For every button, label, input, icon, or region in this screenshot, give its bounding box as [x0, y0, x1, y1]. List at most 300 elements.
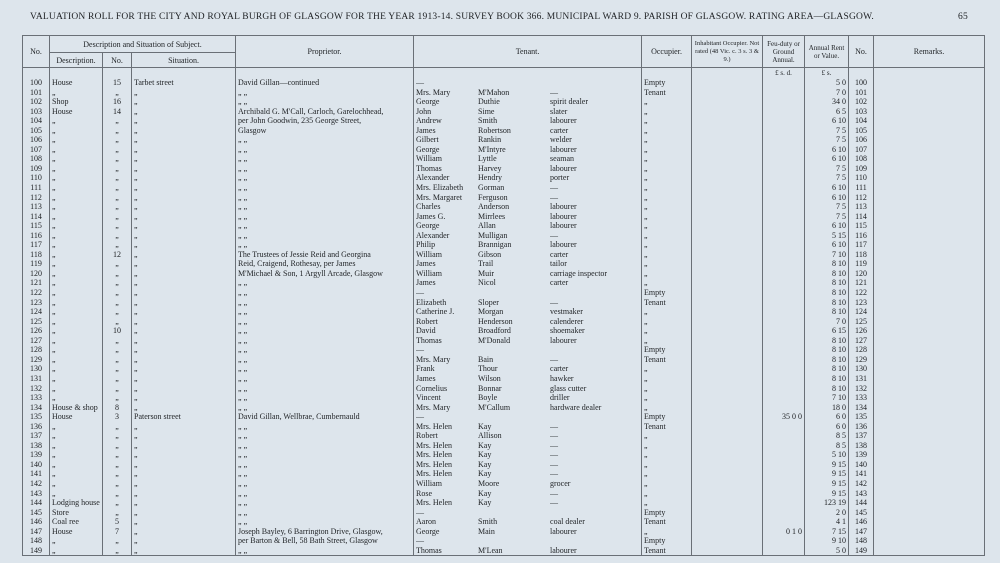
- row-number-right: 149: [849, 546, 874, 556]
- row-street-number: „: [103, 221, 132, 231]
- row-street-number: „: [103, 364, 132, 374]
- row-feu-duty: [763, 364, 805, 374]
- row-situation: „: [132, 536, 236, 546]
- row-situation: „: [132, 489, 236, 499]
- tenant-forename: Alexander: [416, 230, 450, 240]
- row-number-right: 120: [849, 269, 874, 279]
- row-inhabitant: [692, 384, 763, 394]
- row-inhabitant: [692, 97, 763, 107]
- row-situation: „: [132, 116, 236, 126]
- row-situation: „: [132, 498, 236, 508]
- row-number: 137: [23, 431, 50, 441]
- row-street-number: „: [103, 231, 132, 241]
- row-situation: „: [132, 193, 236, 203]
- row-description: „: [50, 193, 103, 203]
- row-proprietor: „ „: [236, 145, 414, 155]
- row-annual-rent: 18 0: [805, 403, 849, 413]
- tenant-surname: Muir: [478, 268, 495, 278]
- tenant-trade: —: [550, 498, 559, 508]
- row-number-right: 110: [849, 173, 874, 183]
- table-row: [23, 469, 985, 479]
- tenant-forename: William: [416, 478, 442, 488]
- row-feu-duty: [763, 450, 805, 460]
- row-tenant: [414, 221, 642, 231]
- row-feu-duty: [763, 479, 805, 489]
- row-occupier: „: [642, 460, 692, 470]
- row-feu-duty: [763, 250, 805, 260]
- table-row: [23, 193, 985, 203]
- tenant-trade: slater: [550, 106, 568, 116]
- table-row: [23, 250, 985, 260]
- row-number-right: 113: [849, 202, 874, 212]
- tenant-surname: Brannigan: [478, 240, 512, 250]
- row-description: „: [50, 173, 103, 183]
- row-remarks: [874, 269, 985, 279]
- row-number-right: 146: [849, 517, 874, 527]
- row-feu-duty: [763, 508, 805, 518]
- row-occupier: „: [642, 221, 692, 231]
- col-feu-duty: Feu-duty or Ground Annual.: [763, 36, 805, 68]
- row-number: 135: [23, 412, 50, 422]
- row-description: „: [50, 374, 103, 384]
- row-inhabitant: [692, 173, 763, 183]
- row-description: „: [50, 116, 103, 126]
- row-feu-duty: 35 0 0: [763, 412, 805, 422]
- row-inhabitant: [692, 345, 763, 355]
- row-remarks: [874, 202, 985, 212]
- tenant-trade: carter: [550, 249, 569, 259]
- row-feu-duty: [763, 269, 805, 279]
- row-remarks: [874, 450, 985, 460]
- row-number: 101: [23, 88, 50, 98]
- row-proprietor: „ „: [236, 298, 414, 308]
- row-tenant: [414, 164, 642, 174]
- row-feu-duty: [763, 355, 805, 365]
- row-situation: „: [132, 135, 236, 145]
- row-number-right: 111: [849, 183, 874, 193]
- row-street-number: 12: [103, 250, 132, 260]
- row-tenant: [414, 202, 642, 212]
- tenant-surname: Gibson: [478, 249, 502, 259]
- table-row: [23, 212, 985, 222]
- row-street-number: „: [103, 384, 132, 394]
- row-situation: „: [132, 288, 236, 298]
- row-annual-rent: 7 10: [805, 250, 849, 260]
- row-street-number: 15: [103, 78, 132, 88]
- row-proprietor: „ „: [236, 240, 414, 250]
- row-inhabitant: [692, 231, 763, 241]
- row-description: House: [50, 527, 103, 537]
- table-row: [23, 164, 985, 174]
- row-street-number: „: [103, 135, 132, 145]
- row-street-number: „: [103, 145, 132, 155]
- row-feu-duty: [763, 183, 805, 193]
- row-annual-rent: 5 10: [805, 450, 849, 460]
- row-street-number: „: [103, 202, 132, 212]
- table-row: [23, 173, 985, 183]
- row-description: „: [50, 422, 103, 432]
- row-feu-duty: [763, 536, 805, 546]
- row-feu-duty: [763, 126, 805, 136]
- row-occupier: „: [642, 107, 692, 117]
- row-proprietor: „ „: [236, 326, 414, 336]
- row-number-right: 108: [849, 154, 874, 164]
- row-annual-rent: 8 10: [805, 364, 849, 374]
- table-row: [23, 288, 985, 298]
- row-street-number: „: [103, 422, 132, 432]
- row-street-number: „: [103, 345, 132, 355]
- row-number: 128: [23, 345, 50, 355]
- row-remarks: [874, 154, 985, 164]
- row-situation: „: [132, 422, 236, 432]
- row-remarks: [874, 384, 985, 394]
- row-annual-rent: 9 15: [805, 489, 849, 499]
- row-feu-duty: [763, 154, 805, 164]
- table-row: [23, 154, 985, 164]
- tenant-surname: Ferguson: [478, 192, 508, 202]
- row-remarks: [874, 116, 985, 126]
- row-occupier: Empty: [642, 345, 692, 355]
- row-street-number: „: [103, 393, 132, 403]
- row-remarks: [874, 88, 985, 98]
- row-situation: „: [132, 326, 236, 336]
- tenant-forename: George: [416, 144, 440, 154]
- row-situation: „: [132, 88, 236, 98]
- tenant-forename: Rose: [416, 488, 433, 498]
- row-description: Lodging house: [50, 498, 103, 508]
- tenant-trade: —: [550, 440, 559, 450]
- row-occupier: „: [642, 393, 692, 403]
- row-occupier: „: [642, 231, 692, 241]
- table-row: [23, 364, 985, 374]
- row-occupier: Tenant: [642, 298, 692, 308]
- row-inhabitant: [692, 288, 763, 298]
- row-description: „: [50, 355, 103, 365]
- row-number-right: 130: [849, 364, 874, 374]
- row-description: „: [50, 441, 103, 451]
- row-number: 147: [23, 527, 50, 537]
- row-remarks: [874, 307, 985, 317]
- row-occupier: „: [642, 164, 692, 174]
- row-number: 131: [23, 374, 50, 384]
- row-feu-duty: [763, 78, 805, 88]
- row-description: „: [50, 164, 103, 174]
- row-description: „: [50, 126, 103, 136]
- col-situation: Situation.: [132, 53, 236, 68]
- row-remarks: [874, 460, 985, 470]
- row-inhabitant: [692, 336, 763, 346]
- tenant-forename: William: [416, 268, 442, 278]
- tenant-surname: Kay: [478, 488, 492, 498]
- tenant-surname: Kay: [478, 469, 492, 479]
- tenant-forename: —: [416, 78, 425, 87]
- tenant-trade: hardware dealer: [550, 402, 602, 412]
- row-street-number: 5: [103, 517, 132, 527]
- row-number: 105: [23, 126, 50, 136]
- row-inhabitant: [692, 498, 763, 508]
- row-annual-rent: 4 1: [805, 517, 849, 527]
- row-occupier: „: [642, 116, 692, 126]
- tenant-trade: labourer: [550, 526, 577, 536]
- row-remarks: [874, 164, 985, 174]
- tenant-surname: Lyttle: [478, 154, 497, 164]
- tenant-forename: Thomas: [416, 545, 442, 555]
- row-description: „: [50, 307, 103, 317]
- row-description: „: [50, 546, 103, 556]
- row-inhabitant: [692, 441, 763, 451]
- row-inhabitant: [692, 374, 763, 384]
- row-occupier: „: [642, 193, 692, 203]
- tenant-forename: James: [416, 373, 436, 383]
- row-number-right: 102: [849, 97, 874, 107]
- row-proprietor: „ „: [236, 498, 414, 508]
- table-row: [23, 441, 985, 451]
- row-street-number: „: [103, 374, 132, 384]
- row-number-right: 142: [849, 479, 874, 489]
- row-situation: „: [132, 317, 236, 327]
- row-annual-rent: 7 0: [805, 317, 849, 327]
- row-inhabitant: [692, 221, 763, 231]
- row-situation: „: [132, 183, 236, 193]
- row-situation: „: [132, 269, 236, 279]
- tenant-forename: —: [416, 288, 425, 298]
- row-tenant: [414, 183, 642, 193]
- row-remarks: [874, 498, 985, 508]
- row-proprietor: „ „: [236, 307, 414, 317]
- row-number: 146: [23, 517, 50, 527]
- row-remarks: [874, 326, 985, 336]
- row-feu-duty: [763, 164, 805, 174]
- tenant-surname: Rankin: [478, 135, 502, 145]
- tenant-trade: labourer: [550, 240, 577, 250]
- row-situation: „: [132, 336, 236, 346]
- col-description-group: Description and Situation of Subject.: [50, 36, 236, 53]
- row-proprietor: „ „: [236, 384, 414, 394]
- row-number: 122: [23, 288, 50, 298]
- row-tenant: [414, 116, 642, 126]
- row-description: Shop: [50, 97, 103, 107]
- tenant-forename: John: [416, 106, 432, 116]
- tenant-forename: George: [416, 526, 440, 536]
- row-number: 126: [23, 326, 50, 336]
- row-street-number: „: [103, 498, 132, 508]
- row-number: 149: [23, 546, 50, 556]
- row-number: 130: [23, 364, 50, 374]
- row-proprietor: „ „: [236, 193, 414, 203]
- row-number-right: 107: [849, 145, 874, 155]
- row-remarks: [874, 78, 985, 88]
- row-remarks: [874, 221, 985, 231]
- row-proprietor: Archibald G. M'Call, Carloch, Garelochhead,: [236, 107, 414, 117]
- table-row: [23, 259, 985, 269]
- tenant-trade: spirit dealer: [550, 97, 588, 107]
- row-remarks: [874, 431, 985, 441]
- row-proprietor: „ „: [236, 508, 414, 518]
- row-annual-rent: 8 10: [805, 384, 849, 394]
- row-inhabitant: [692, 183, 763, 193]
- row-feu-duty: [763, 460, 805, 470]
- row-occupier: „: [642, 450, 692, 460]
- row-number: 115: [23, 221, 50, 231]
- row-tenant: [414, 527, 642, 537]
- tenant-trade: glass cutter: [550, 383, 587, 393]
- row-remarks: [874, 278, 985, 288]
- tenant-forename: Robert: [416, 431, 438, 441]
- row-remarks: [874, 403, 985, 413]
- row-inhabitant: [692, 164, 763, 174]
- tenant-surname: Trail: [478, 259, 494, 269]
- row-description: „: [50, 88, 103, 98]
- tenant-forename: Mrs. Helen: [416, 498, 453, 508]
- table-row: [23, 546, 985, 556]
- tenant-forename: Alexander: [416, 173, 450, 183]
- col-annual-rent: Annual Rent or Value.: [805, 36, 849, 68]
- tenant-trade: coal dealer: [550, 517, 585, 527]
- row-street-number: „: [103, 240, 132, 250]
- row-proprietor: „ „: [236, 173, 414, 183]
- row-inhabitant: [692, 546, 763, 556]
- row-proprietor: Reid, Craigend, Rothesay, per James: [236, 259, 414, 269]
- col-description: Description.: [50, 53, 103, 68]
- tenant-trade: seaman: [550, 154, 575, 164]
- row-number: 121: [23, 278, 50, 288]
- row-situation: „: [132, 450, 236, 460]
- row-proprietor: „ „: [236, 489, 414, 499]
- row-number: 140: [23, 460, 50, 470]
- col-no-right: No.: [849, 36, 874, 68]
- row-inhabitant: [692, 460, 763, 470]
- row-number: 100: [23, 78, 50, 88]
- tenant-forename: David: [416, 326, 436, 336]
- table-row: [23, 126, 985, 136]
- table-row: [23, 240, 985, 250]
- row-number-right: 119: [849, 259, 874, 269]
- row-tenant: [414, 317, 642, 327]
- tenant-surname: Robertson: [478, 125, 511, 135]
- table-row: [23, 479, 985, 489]
- row-feu-duty: [763, 431, 805, 441]
- tenant-trade: [550, 288, 636, 298]
- row-occupier: „: [642, 278, 692, 288]
- row-proprietor: „ „: [236, 469, 414, 479]
- tenant-forename: Thomas: [416, 335, 442, 345]
- row-situation: „: [132, 202, 236, 212]
- row-number-right: 101: [849, 88, 874, 98]
- row-number: 134: [23, 403, 50, 413]
- row-annual-rent: 7 5: [805, 135, 849, 145]
- table-row: [23, 116, 985, 126]
- tenant-trade: [550, 78, 636, 88]
- row-street-number: „: [103, 317, 132, 327]
- row-description: „: [50, 183, 103, 193]
- tenant-forename: Mrs. Mary: [416, 402, 451, 412]
- row-remarks: [874, 422, 985, 432]
- row-number-right: 148: [849, 536, 874, 546]
- row-number: 148: [23, 536, 50, 546]
- row-remarks: [874, 250, 985, 260]
- row-remarks: [874, 145, 985, 155]
- row-proprietor: „ „: [236, 431, 414, 441]
- row-remarks: [874, 317, 985, 327]
- row-annual-rent: 7 15: [805, 527, 849, 537]
- tenant-surname: Sloper: [478, 297, 499, 307]
- row-proprietor: „ „: [236, 212, 414, 222]
- tenant-forename: Catherine J.: [416, 307, 455, 317]
- row-tenant: [414, 145, 642, 155]
- row-inhabitant: [692, 154, 763, 164]
- row-feu-duty: [763, 145, 805, 155]
- row-tenant: [414, 355, 642, 365]
- tenant-forename: Charles: [416, 202, 441, 212]
- row-situation: „: [132, 298, 236, 308]
- row-occupier: „: [642, 126, 692, 136]
- row-remarks: [874, 126, 985, 136]
- row-number-right: 140: [849, 460, 874, 470]
- row-number: 113: [23, 202, 50, 212]
- row-street-number: „: [103, 88, 132, 98]
- tenant-forename: William: [416, 154, 442, 164]
- row-description: „: [50, 269, 103, 279]
- tenant-trade: carriage inspector: [550, 268, 608, 278]
- row-street-number: „: [103, 259, 132, 269]
- row-feu-duty: [763, 116, 805, 126]
- tenant-trade: porter: [550, 173, 570, 183]
- row-number: 145: [23, 508, 50, 518]
- row-remarks: [874, 489, 985, 499]
- row-proprietor: M'Michael & Son, 1 Argyll Arcade, Glasgow: [236, 269, 414, 279]
- row-proprietor: „ „: [236, 231, 414, 241]
- row-number-right: 103: [849, 107, 874, 117]
- table-row: [23, 107, 985, 117]
- row-remarks: [874, 546, 985, 556]
- row-description: „: [50, 393, 103, 403]
- tenant-surname: [478, 536, 550, 546]
- row-number-right: 132: [849, 384, 874, 394]
- tenant-trade: —: [550, 87, 559, 97]
- row-inhabitant: [692, 422, 763, 432]
- row-street-number: „: [103, 116, 132, 126]
- row-description: House: [50, 78, 103, 88]
- tenant-surname: Thour: [478, 364, 498, 374]
- row-number: 138: [23, 441, 50, 451]
- row-annual-rent: 6 5: [805, 107, 849, 117]
- table-row: [23, 393, 985, 403]
- col-no: No.: [23, 36, 50, 68]
- row-tenant: [414, 97, 642, 107]
- row-annual-rent: 8 10: [805, 336, 849, 346]
- table-row: [23, 384, 985, 394]
- row-description: „: [50, 536, 103, 546]
- row-remarks: [874, 231, 985, 241]
- row-number-right: 118: [849, 250, 874, 260]
- row-number: 141: [23, 469, 50, 479]
- row-inhabitant: [692, 355, 763, 365]
- tenant-forename: James: [416, 278, 436, 288]
- row-description: „: [50, 489, 103, 499]
- row-remarks: [874, 412, 985, 422]
- row-occupier: „: [642, 202, 692, 212]
- row-situation: „: [132, 355, 236, 365]
- tenant-trade: labourer: [550, 144, 577, 154]
- row-feu-duty: [763, 336, 805, 346]
- row-annual-rent: 7 5: [805, 173, 849, 183]
- row-number: 143: [23, 489, 50, 499]
- tenant-trade: labourer: [550, 211, 577, 221]
- row-inhabitant: [692, 517, 763, 527]
- row-situation: „: [132, 479, 236, 489]
- row-proprietor: „ „: [236, 154, 414, 164]
- row-situation: „: [132, 221, 236, 231]
